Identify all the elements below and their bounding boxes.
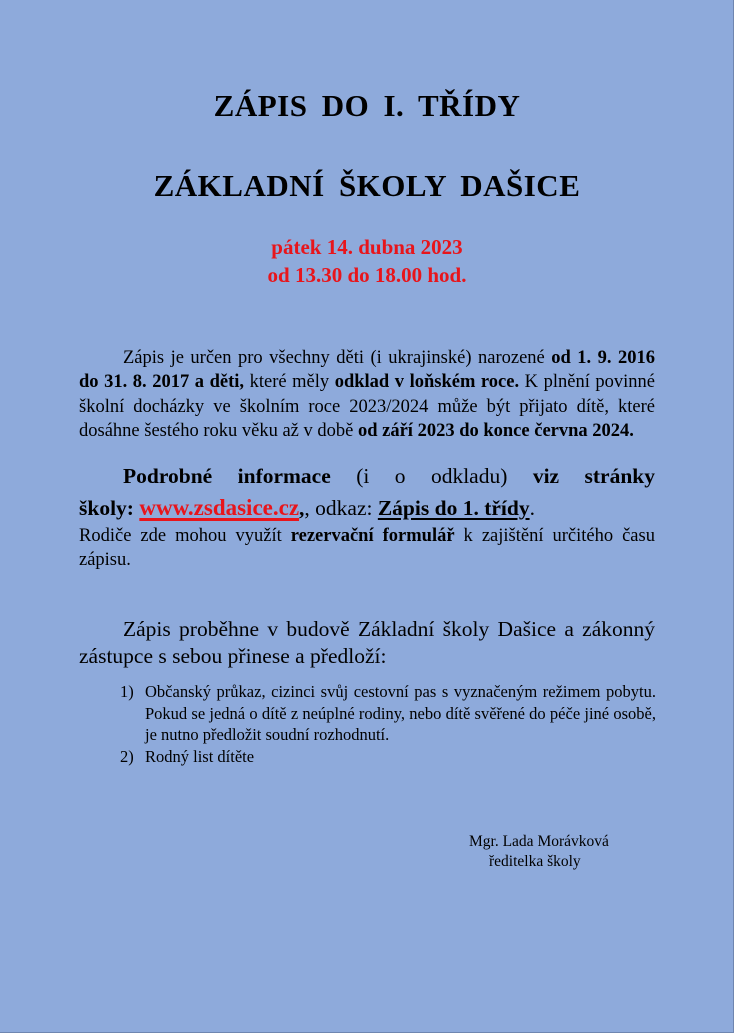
signature-role: ředitelka školy: [489, 853, 581, 870]
p2-line-2: [79, 496, 535, 520]
date-time: od 13.30 do 18.00 hod.: [267, 263, 467, 287]
date-day: pátek 14. dubna 2023: [271, 235, 463, 259]
zapis-link[interactable]: Zápis do 1. třídy: [377, 496, 530, 520]
list-item: [120, 681, 656, 746]
page-subtitle: ZÁKLADNÍ ŠKOLY DAŠICE: [153, 168, 581, 203]
paragraph-eligibility: [79, 346, 655, 444]
p2-bold-1: Podrobné informace: [123, 464, 331, 488]
p2-bold-2: viz stránky: [532, 464, 655, 488]
p1-text-1: Zápis je určen pro všechny děti (i ukrajinské) narozené: [123, 347, 552, 368]
p1-bold-2: odklad v loňském roce.: [334, 372, 520, 392]
p2-bold-4: rezervační formulář: [290, 526, 455, 546]
p2-line-1: [79, 460, 655, 492]
list-item: [120, 746, 656, 768]
p2-text-3: .: [529, 496, 535, 520]
p1-bold-1: od 1. 9. 2016 do 31. 8. 2017 a děti,: [79, 347, 655, 392]
signature-name: Mgr. Lada Morávková: [469, 833, 609, 850]
paragraph-location: Zápis proběhne v budově Základní školy Dašice a zákonný zástupce s sebou přinese a předloží:: [79, 616, 655, 668]
documents-list: [120, 681, 656, 767]
list-item-text: Rodný list dítěte: [145, 746, 255, 766]
p2-text-5: k zajištění určitého času zápisu.: [79, 526, 655, 570]
list-item-text: Občanský průkaz, cizinci svůj cestovní pas s vyznačeným režimem pobytu. Pokud se jedná o dítě z neúplné rodiny, nebo dítě svěřené do péče jiné osobě, je nutno předložit soudní rozhodnutí.: [145, 682, 656, 744]
list-item-number: 1): [120, 682, 134, 701]
page-title: ZÁPIS DO I. TŘÍDY: [213, 88, 521, 123]
p1-bold-3: od září 2023 do konce června 2024.: [357, 421, 634, 441]
paragraph-info: [79, 460, 655, 572]
list-item-number: 2): [120, 746, 134, 766]
p2-text-4: Rodiče zde mohou využít: [79, 526, 291, 546]
school-website-link[interactable]: www.zsdasice.cz: [139, 495, 300, 520]
p1-text-3: K plnění povinné školní docházky ve školním roce 2023/2024 může být přijato dítě, které dosáhne šestého roku věku až v době: [79, 372, 655, 441]
p1-text-2: které měly: [244, 372, 335, 392]
p2-text-1: (i o odkladu): [330, 464, 533, 488]
p2-text-2: , odkaz:: [304, 496, 378, 520]
p2-bold-3: školy:: [79, 496, 134, 520]
p2-comma: ,: [299, 496, 305, 520]
